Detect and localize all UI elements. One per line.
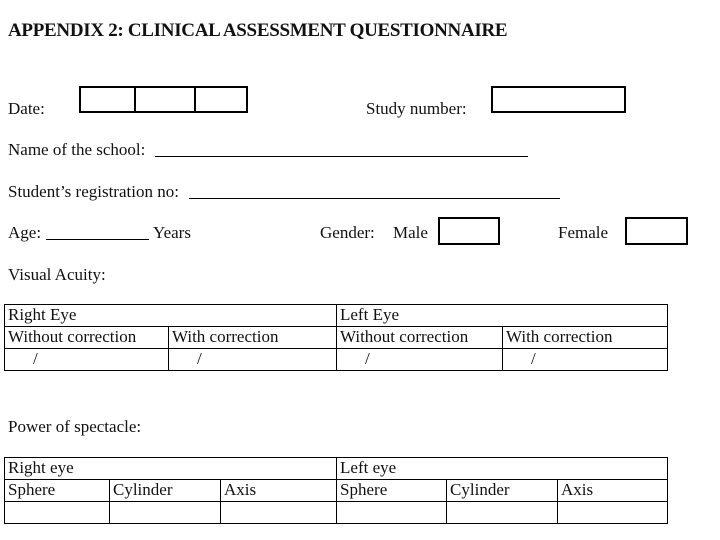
female-label: Female bbox=[558, 223, 609, 242]
page-title: APPENDIX 2: CLINICAL ASSESSMENT QUESTIONNAIRE bbox=[8, 20, 508, 41]
va-left-eye-header: Left Eye bbox=[337, 305, 668, 327]
age-field[interactable] bbox=[46, 239, 149, 240]
school-field[interactable] bbox=[155, 156, 528, 157]
spectacle-label: Power of spectacle: bbox=[8, 417, 142, 436]
study-number-box[interactable] bbox=[491, 86, 626, 113]
va-left-without-value[interactable]: / bbox=[337, 349, 503, 371]
va-right-eye-header: Right Eye bbox=[5, 305, 337, 327]
va-right-without-value[interactable]: / bbox=[5, 349, 169, 371]
sp-left-cylinder-value[interactable] bbox=[447, 502, 558, 524]
date-day-box[interactable] bbox=[79, 86, 136, 113]
sp-right-sphere-value[interactable] bbox=[5, 502, 110, 524]
male-checkbox[interactable] bbox=[438, 217, 500, 245]
visual-acuity-label: Visual Acuity: bbox=[8, 265, 106, 284]
years-label: Years bbox=[153, 223, 191, 242]
male-label: Male bbox=[393, 223, 428, 242]
registration-label: Student’s registration no: bbox=[8, 182, 179, 201]
sp-left-axis-header: Axis bbox=[558, 480, 668, 502]
sp-right-eye-header: Right eye bbox=[5, 458, 337, 480]
va-right-without-correction: Without correction bbox=[5, 327, 169, 349]
study-number-label: Study number: bbox=[366, 99, 467, 118]
age-label: Age: bbox=[8, 223, 42, 242]
sp-left-sphere-header: Sphere bbox=[337, 480, 447, 502]
sp-left-sphere-value[interactable] bbox=[337, 502, 447, 524]
spectacle-table bbox=[4, 457, 668, 524]
sp-right-cylinder-value[interactable] bbox=[110, 502, 221, 524]
va-left-with-correction: With correction bbox=[503, 327, 668, 349]
sp-right-sphere-header: Sphere bbox=[5, 480, 110, 502]
sp-right-axis-value[interactable] bbox=[221, 502, 337, 524]
date-month-box[interactable] bbox=[134, 86, 196, 113]
registration-field[interactable] bbox=[189, 198, 560, 199]
sp-left-eye-header: Left eye bbox=[337, 458, 668, 480]
date-year-box[interactable] bbox=[194, 86, 248, 113]
va-right-with-value[interactable]: / bbox=[169, 349, 337, 371]
sp-right-cylinder-header: Cylinder bbox=[110, 480, 221, 502]
va-left-without-correction: Without correction bbox=[337, 327, 503, 349]
date-label: Date: bbox=[8, 99, 45, 118]
gender-label: Gender: bbox=[320, 223, 375, 242]
female-checkbox[interactable] bbox=[625, 217, 688, 245]
school-label: Name of the school: bbox=[8, 140, 146, 159]
sp-left-cylinder-header: Cylinder bbox=[447, 480, 558, 502]
sp-right-axis-header: Axis bbox=[221, 480, 337, 502]
va-left-with-value[interactable]: / bbox=[503, 349, 668, 371]
visual-acuity-table bbox=[4, 304, 668, 371]
sp-left-axis-value[interactable] bbox=[558, 502, 668, 524]
va-right-with-correction: With correction bbox=[169, 327, 337, 349]
